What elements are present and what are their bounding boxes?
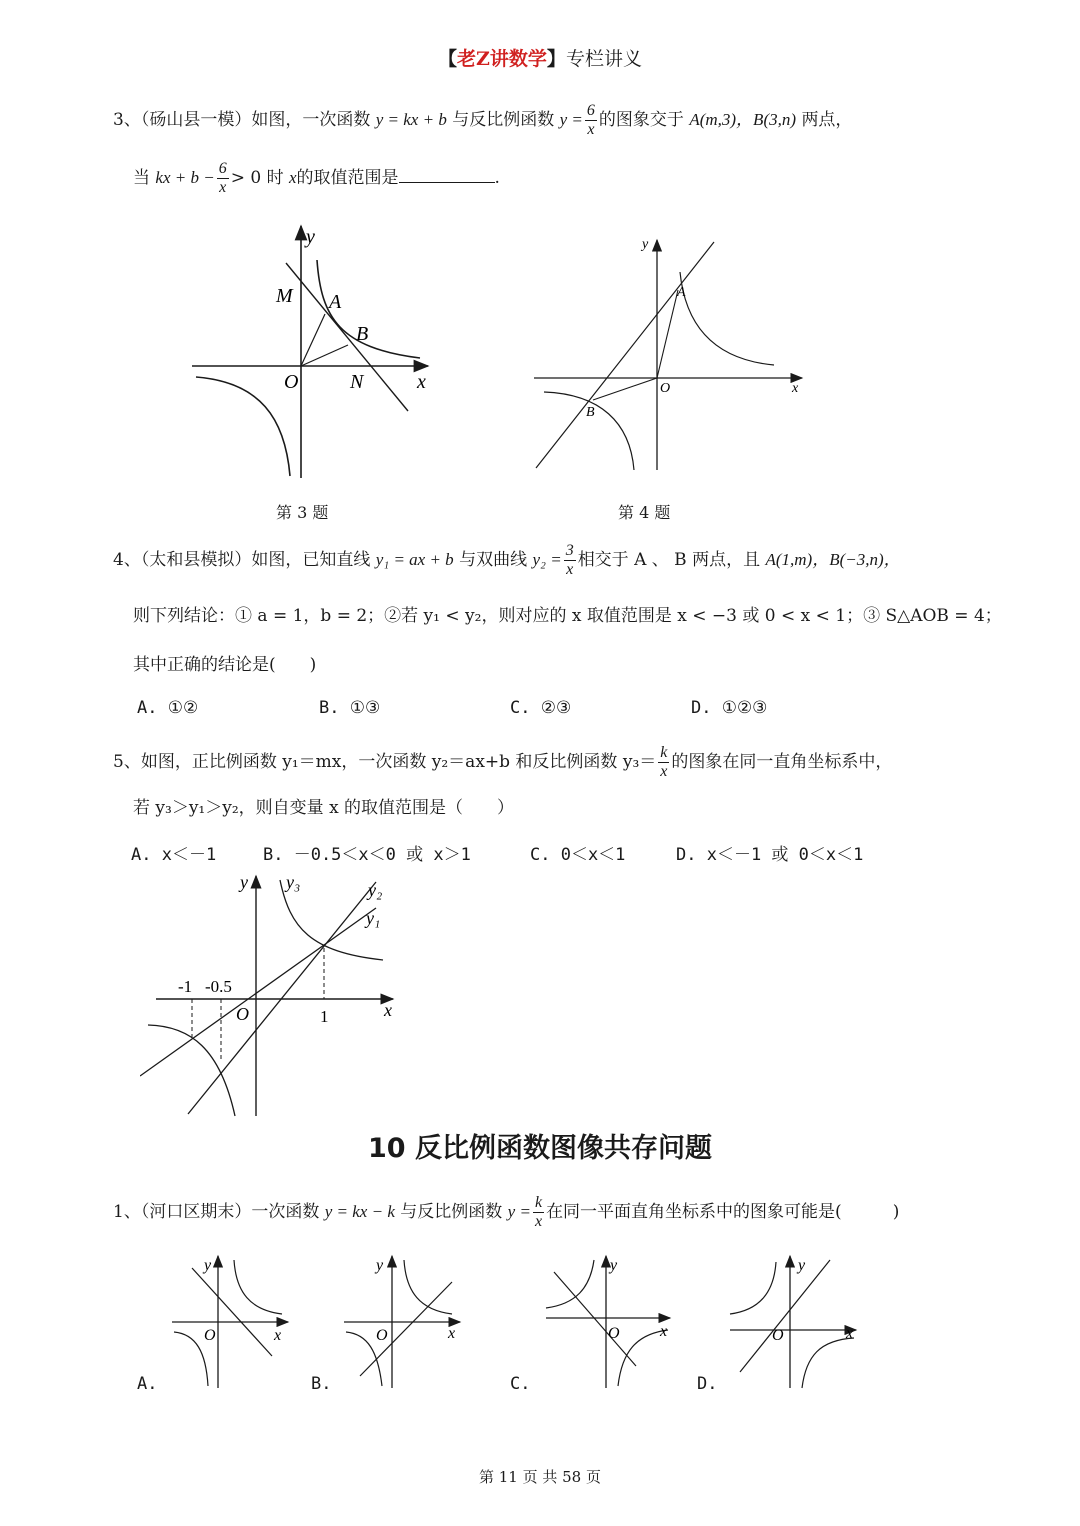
q5-frac-den: x bbox=[660, 763, 668, 780]
s1d-label-x: x bbox=[846, 1325, 854, 1342]
s1-text1: 一次函数 bbox=[251, 1202, 320, 1222]
s1-frac-lhs: y = bbox=[507, 1202, 531, 1221]
q3-text2: 与反比例函数 bbox=[452, 110, 555, 130]
s1d-line bbox=[740, 1260, 830, 1372]
s1-graph-d[interactable] bbox=[726, 1252, 862, 1392]
q3-text4: 两点， bbox=[801, 110, 853, 130]
s1-text3: 在同一平面直角坐标系中的图象可能是( ) bbox=[546, 1202, 900, 1222]
q4-option-c[interactable]: C. ②③ bbox=[510, 698, 572, 718]
q3-ask: 的取值范围是 bbox=[296, 168, 399, 188]
page-footer: 第 11 页 共 58 页 bbox=[478, 1468, 601, 1486]
section-title: 10 反比例函数图像共存问题 bbox=[368, 1133, 712, 1164]
fig3-line-mn bbox=[286, 263, 408, 411]
figure-3 bbox=[190, 218, 440, 483]
q3-line1 bbox=[113, 102, 852, 139]
s1-graph-b[interactable] bbox=[340, 1252, 468, 1392]
q4-fraction bbox=[564, 542, 576, 579]
q4-frac-den: x bbox=[566, 561, 574, 578]
s1a-curve-q1 bbox=[234, 1260, 282, 1314]
s1d-label-o: O bbox=[772, 1327, 784, 1344]
q3-end: . bbox=[494, 168, 500, 188]
q4-source: （太和县模拟） bbox=[140, 550, 252, 570]
header-suffix: 专栏讲义 bbox=[565, 48, 642, 70]
fig3-segment-ob bbox=[301, 345, 348, 366]
s1c-curve-q2 bbox=[546, 1260, 594, 1308]
fig4-label-x: x bbox=[792, 381, 799, 396]
fig4-label-y: y bbox=[642, 237, 649, 252]
q4-option-a[interactable]: A. ①② bbox=[137, 698, 199, 718]
s1-option-b[interactable]: B. bbox=[311, 1374, 332, 1394]
fig4-label-b: B bbox=[586, 405, 595, 420]
fig4-segment-ob bbox=[593, 378, 657, 400]
fig4-label-a: A bbox=[677, 285, 686, 300]
q3-cond-den: x bbox=[219, 179, 227, 196]
s1a-curve-q3 bbox=[174, 1332, 208, 1386]
s1d-label-y: y bbox=[798, 1257, 806, 1274]
q3-var: x bbox=[288, 168, 297, 187]
q4-line3: 其中正确的结论是( ) bbox=[133, 655, 317, 675]
s1c-label-o: O bbox=[608, 1325, 620, 1342]
figure-4 bbox=[530, 232, 810, 472]
q4-text1: 如图，已知直线 bbox=[251, 550, 371, 570]
q3-cond-suffix: > 0 时 bbox=[230, 168, 284, 188]
q5-option-d[interactable]: D. x＜－1 或 0＜x＜1 bbox=[676, 845, 864, 865]
fig3-label-a: A bbox=[329, 291, 342, 313]
fig3-label-o: O bbox=[284, 371, 299, 393]
fig5-label-y: y bbox=[240, 872, 248, 892]
q3-fraction bbox=[585, 102, 597, 139]
q3-text3: 的图象交于 bbox=[598, 110, 684, 130]
fig3-label-x: x bbox=[417, 371, 426, 393]
s1-frac-den: x bbox=[534, 1213, 543, 1230]
fig5-label-y2: y₂ bbox=[368, 880, 383, 900]
q3-frac-num: 6 bbox=[586, 102, 595, 119]
s1-option-a[interactable]: A. bbox=[137, 1374, 158, 1394]
fig4-caption: 第 4 题 bbox=[618, 503, 671, 522]
q4-text2: 与双曲线 bbox=[459, 550, 528, 570]
q3-cond-fraction bbox=[217, 160, 229, 197]
fig5-label-x: x bbox=[384, 1000, 392, 1020]
fig5-label-one: 1 bbox=[320, 1007, 329, 1026]
q3-frac-lhs: y = bbox=[559, 110, 583, 129]
s1d-curve-q4 bbox=[802, 1338, 854, 1388]
s1c-label-y: y bbox=[610, 1257, 618, 1274]
fig3-label-b: B bbox=[356, 323, 369, 345]
q5-line1 bbox=[113, 744, 892, 781]
q3-source: （砀山县一模） bbox=[140, 110, 252, 130]
q5-option-c[interactable]: C. 0＜x＜1 bbox=[530, 845, 626, 865]
q3-cond-prefix: 当 bbox=[133, 168, 150, 188]
q5-option-a[interactable]: A. x＜－1 bbox=[131, 845, 217, 865]
q3-frac-den: x bbox=[587, 121, 595, 138]
q3-linear-expr: y = kx + b bbox=[375, 110, 447, 129]
s1d-curve-q2 bbox=[730, 1262, 776, 1314]
s1a-label-o: O bbox=[204, 1327, 216, 1344]
q4-line-expr: y₁ = ax + b bbox=[375, 550, 454, 569]
q4-option-b[interactable]: B. ①③ bbox=[319, 698, 381, 718]
s1b-line bbox=[360, 1282, 452, 1376]
fig3-caption: 第 3 题 bbox=[276, 503, 329, 522]
s1-source: （河口区期末） bbox=[140, 1202, 252, 1222]
q4-line1 bbox=[113, 542, 901, 579]
fig5-line-y2 bbox=[188, 882, 376, 1114]
q5-fraction bbox=[658, 744, 669, 781]
s1c-label-x: x bbox=[660, 1323, 668, 1340]
s1a-label-x: x bbox=[274, 1327, 282, 1344]
fig3-label-y: y bbox=[306, 226, 315, 248]
header-brand: 老Z讲数学 bbox=[457, 48, 547, 70]
fig3-segment-oa bbox=[301, 314, 325, 366]
q4-curve-lhs: y₂ = bbox=[532, 550, 562, 569]
s1-graph-c[interactable] bbox=[542, 1252, 676, 1392]
q5-frac-num: k bbox=[660, 744, 668, 761]
header-bracket-open: 【 bbox=[438, 48, 458, 70]
q3-text1: 如图，一次函数 bbox=[251, 110, 371, 130]
q3-cond-num: 6 bbox=[218, 160, 227, 177]
figure-5 bbox=[140, 868, 400, 1118]
s1-option-c[interactable]: C. bbox=[510, 1374, 531, 1394]
s1-frac-num: k bbox=[534, 1194, 543, 1211]
q5-text2: 的图象在同一直角坐标系中， bbox=[671, 752, 893, 772]
q5-text1: 如图，正比例函数 y₁＝mx，一次函数 y₂＝ax+b 和反比例函数 bbox=[140, 752, 618, 772]
fig5-label-neg1: -1 bbox=[178, 977, 193, 996]
s1-option-d[interactable]: D. bbox=[697, 1374, 718, 1394]
fig5-label-y1: y₁ bbox=[366, 908, 381, 928]
q4-option-d[interactable]: D. ①②③ bbox=[691, 698, 768, 718]
s1-fraction bbox=[533, 1194, 544, 1231]
q4-number: 4、 bbox=[113, 550, 141, 570]
q3-points: A(m,3)，B(3,n) bbox=[689, 110, 797, 129]
fig4-label-o: O bbox=[660, 381, 671, 396]
q5-frac-lhs: y₃＝ bbox=[622, 752, 657, 772]
q5-option-b[interactable]: B. －0.5＜x＜0 或 x＞1 bbox=[263, 845, 471, 865]
header-bracket-close: 】 bbox=[546, 48, 566, 70]
q4-frac-num: 3 bbox=[565, 542, 574, 559]
s1-line1 bbox=[113, 1194, 899, 1231]
fig3-label-n: N bbox=[350, 371, 364, 393]
q4-points: A(1,m)，B(−3,n)， bbox=[765, 550, 901, 569]
fig3-label-m: M bbox=[276, 285, 293, 307]
s1-graph-a[interactable] bbox=[168, 1252, 296, 1392]
fig5-label-neg05: -0.5 bbox=[205, 977, 232, 996]
s1a-label-y: y bbox=[204, 1257, 212, 1274]
s1c-line bbox=[554, 1272, 636, 1366]
s1b-label-o: O bbox=[376, 1327, 388, 1344]
q4-text3: 相交于 A 、 B 两点，且 bbox=[577, 550, 761, 570]
s1-number: 1、 bbox=[113, 1202, 141, 1222]
fig5-label-o: O bbox=[236, 1004, 249, 1024]
fig4-hyperbola-q1 bbox=[680, 272, 774, 365]
q4-line2: 则下列结论：① a = 1，b = 2；②若 y₁ < y₂，则对应的 x 取值范围是 x < −3 或 0 < x < 1；③ S△AOB = 4； bbox=[133, 606, 1002, 626]
s1b-label-x: x bbox=[448, 1325, 456, 1342]
q3-line2 bbox=[133, 160, 500, 197]
q3-answer-blank[interactable] bbox=[399, 164, 495, 183]
page-header bbox=[0, 44, 1080, 71]
q3-number: 3、 bbox=[113, 110, 141, 130]
q5-number: 5、 bbox=[113, 752, 141, 772]
q5-line2: 若 y₃＞y₁＞y₂，则自变量 x 的取值范围是（ ） bbox=[133, 798, 515, 818]
s1-text2: 与反比例函数 bbox=[400, 1202, 503, 1222]
q3-cond-expr: kx + b − bbox=[155, 168, 215, 187]
s1b-label-y: y bbox=[376, 1257, 384, 1274]
s1-expr: y = kx − k bbox=[324, 1202, 395, 1221]
fig3-hyperbola-q3 bbox=[196, 377, 290, 476]
fig5-line-y1 bbox=[140, 908, 376, 1076]
fig5-label-y3: y₃ bbox=[286, 872, 301, 892]
fig4-segment-oa bbox=[657, 290, 678, 378]
fig4-hyperbola-q3 bbox=[544, 392, 634, 470]
